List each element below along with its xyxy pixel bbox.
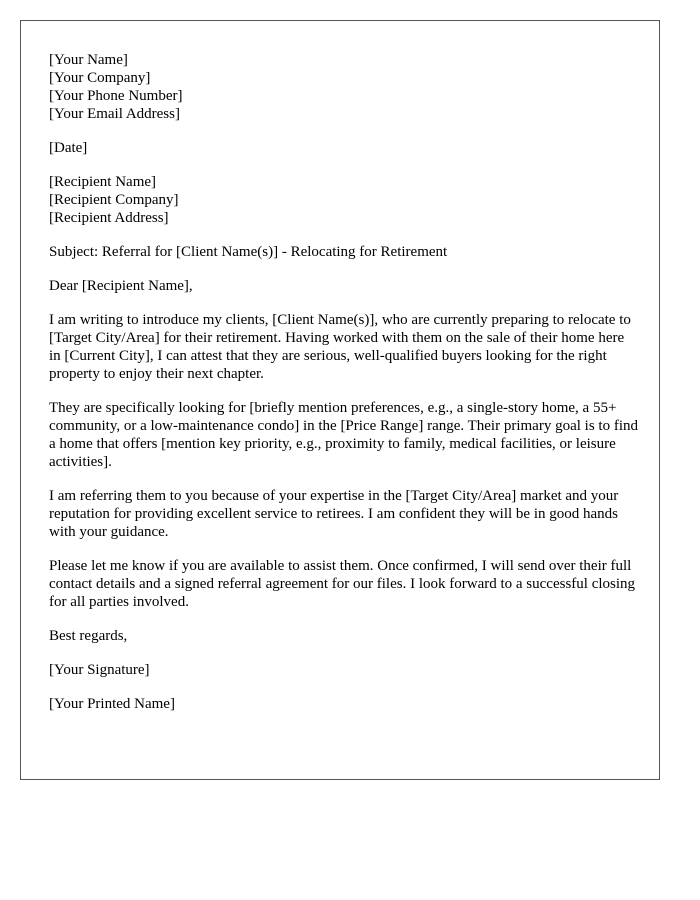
paragraph-referral-reason: I am referring them to you because of your expertise in the [Target City/Area] market and your reputation for providing excellent service to retirees. I am confident they will be in good hands with your guidance. [49,488,619,540]
sender-phone: [Your Phone Number] [49,88,183,104]
paragraph-next-steps: Please let me know if you are available to assist them. Once confirmed, I will send over their full contact details and a signed referral agreement for our files. I look forward to a successful closing for all parties involved. [49,558,636,610]
date-block [49,139,639,157]
signature: [Your Signature] [49,662,150,678]
paragraph-introduction: I am writing to introduce my clients, [Client Name(s)], who are currently preparing to relocate to [Target City/Area] for their retirement. Having worked with them on the sale of their home here in [Current City], I can attest that they are serious, well-qualified buyers looking for the right property to enjoy their next chapter. [49,312,631,382]
sender-company: [Your Company] [49,70,151,86]
sender-name: [Your Name] [49,52,128,68]
printed-name: [Your Printed Name] [49,696,175,712]
salutation: Dear [Recipient Name], [49,278,193,294]
recipient-name: [Recipient Name] [49,174,157,190]
recipient-address: [Recipient Address] [49,210,169,226]
recipient-company: [Recipient Company] [49,192,179,208]
recipient-block [49,173,639,227]
paragraph-preferences: They are specifically looking for [briefly mention preferences, e.g., a single-story home, a 55+ community, or a low-maintenance condo] in the [Price Range] range. Their primary goal is to find a home that offers [mention key priority, e.g., proximity to family, medical facilities, or leisure activities]. [49,400,638,470]
letter-body [49,51,639,729]
closing: Best regards, [49,628,128,644]
sender-block [49,51,639,123]
letter-page [20,20,660,780]
sender-email: [Your Email Address] [49,106,180,122]
subject-line: Subject: Referral for [Client Name(s)] - Relocating for Retirement [49,244,448,260]
letter-date: [Date] [49,140,88,156]
